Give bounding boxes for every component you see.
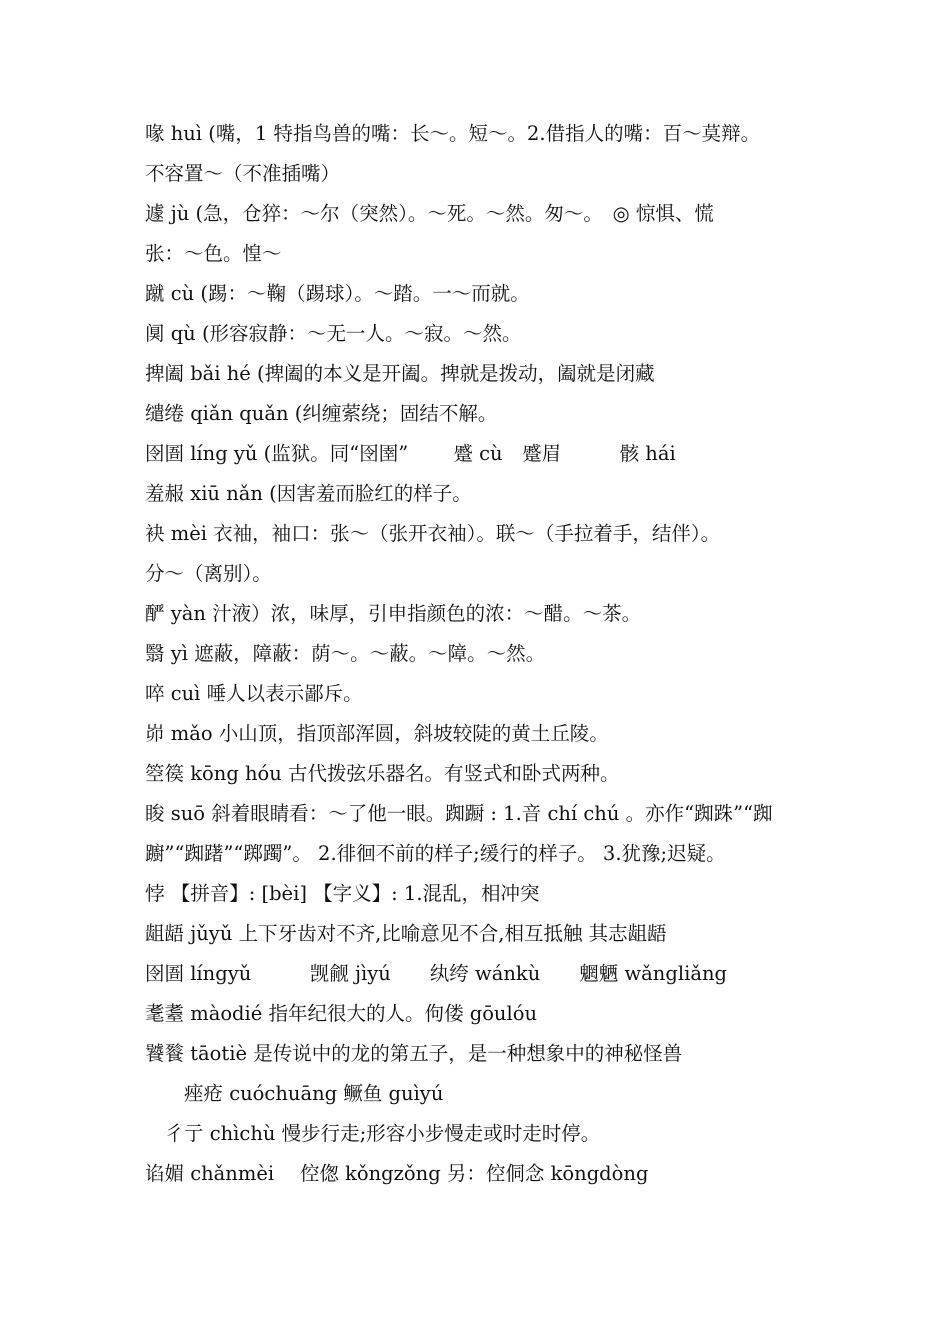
entry-qianquan: 缱绻 qiǎn quǎn (纠缠萦绕；固结不解。 (145, 402, 498, 425)
entry-bei: 悖 【拼音】: [bèi] 【字义】: 1.混乱，相冲突 (145, 882, 540, 905)
entry-baihe: 捭阖 bǎi hé (捭阖的本义是开阖。捭就是拨动，阖就是闭藏 (145, 362, 655, 385)
entry-cui: 啐 cuì 唾人以表示鄙斥。 (145, 682, 363, 705)
entry-cu: 蹴 cù (踢：～鞠（踢球）。～踏。一～而就。 (145, 282, 530, 305)
entry-chichu: 彳亍 chìchù 慢步行走;形容小步慢走或时走时停。 (145, 1122, 601, 1145)
entry-cuochuang-guiyu: 痤疮 cuóchuāng 鳜鱼 guìyú (145, 1082, 444, 1105)
entry-suo-chichu-line-2: 躕”“踟躇”“踯躅”。 2.徘徊不前的样子;缓行的样子。 3.犹豫;迟疑。 (145, 842, 726, 865)
entry-mei-line-1: 袂 mèi 衣袖，袖口：张～（张开衣袖）。联～（手拉着手，结伴）。 (145, 522, 721, 545)
entry-xiunan: 羞赧 xiū nǎn (因害羞而脸红的样子。 (145, 482, 472, 505)
entry-word-list: 囹圄 língyǔ 觊觎 jìyú 纨绔 wánkù 魍魉 wǎngliǎng (145, 962, 727, 985)
entry-mao: 峁 mǎo 小山顶，指顶部浑圆，斜坡较陡的黄土丘陵。 (145, 722, 609, 745)
entry-taotie: 饕餮 tāotiè 是传说中的龙的第五子，是一种想象中的神秘怪兽 (145, 1042, 683, 1065)
entry-hui-line-1: 喙 huì (嘴，1 特指鸟兽的嘴：长～。短～。2.借指人的嘴：百～莫辩。 (145, 122, 761, 145)
entry-chanmei-kongzong: 谄媚 chǎnmèi 倥偬 kǒngzǒng 另：倥侗念 kōngdòng (145, 1162, 649, 1185)
entry-yan: 酽 yàn 汁液）浓，味厚，引申指颜色的浓：～醋。～茶。 (145, 602, 642, 625)
entry-suo-chichu-line-1: 睃 suō 斜着眼睛看：～了他一眼。踟蹰 : 1.音 chí chú 。亦作“踟跦”“踟 (145, 802, 773, 825)
entry-lingyu-cu-hai: 囹圄 líng yǔ (监狱。同“囹圉” 蹙 cù 蹙眉 骸 hái (145, 442, 676, 465)
entry-hui-line-2: 不容置～（不准插嘴） (145, 162, 341, 185)
entry-qu: 阒 qù (形容寂静：～无一人。～寂。～然。 (145, 322, 522, 345)
entry-juyu: 龃龉 jǔyǔ 上下牙齿对不齐,比喻意见不合,相互抵触 其志龃龉 (145, 922, 667, 945)
entry-konghou: 箜篌 kōng hóu 古代拨弦乐器名。有竖式和卧式两种。 (145, 762, 620, 785)
entry-ju-line-1: 遽 jù (急，仓猝：～尔（突然）。～死。～然。匆～。 ◎ 惊惧、慌 (145, 202, 714, 225)
entry-ju-line-2: 张：～色。惶～ (145, 242, 282, 265)
entry-maodie-goulou: 耄耋 màodié 指年纪很大的人。佝偻 gōulóu (145, 1002, 538, 1025)
entry-yi: 翳 yì 遮蔽，障蔽：荫～。～蔽。～障。～然。 (145, 642, 546, 665)
entry-mei-line-2: 分～（离别）。 (145, 562, 272, 585)
